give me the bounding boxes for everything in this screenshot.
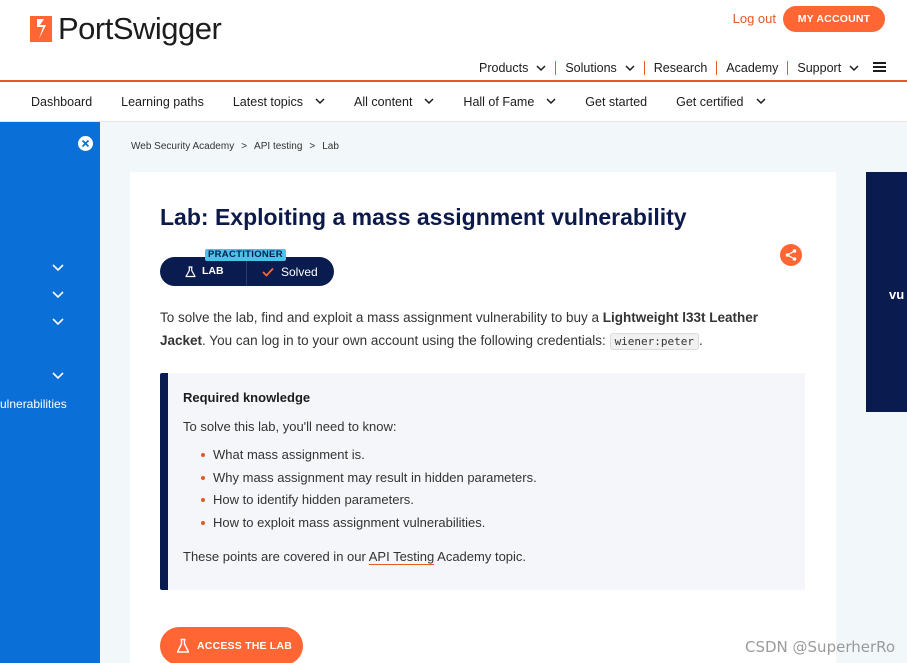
breadcrumb-lab[interactable]: Lab	[322, 141, 339, 152]
lab-type-label	[185, 265, 224, 278]
breadcrumb	[131, 140, 339, 153]
list-item	[199, 470, 537, 493]
sidebar-expand-chevron-icon[interactable]	[52, 291, 64, 299]
list-item-text: Why mass assignment may result in hidden parameters.	[213, 469, 537, 485]
list-item-text: What mass assignment is.	[213, 447, 365, 462]
nav-products-label: Products	[479, 61, 529, 75]
checkmark-icon	[262, 267, 274, 277]
list-item	[199, 515, 537, 538]
required-knowledge-title: Required knowledge	[183, 390, 311, 405]
top-nav	[470, 59, 868, 77]
footer-text: These points are covered in our	[183, 549, 369, 564]
subnav-get-started-label: Get started	[585, 94, 648, 109]
difficulty-badge: PRACTITIONER	[205, 249, 286, 261]
required-knowledge-list	[199, 447, 537, 537]
logout-link[interactable]: Log out	[732, 11, 776, 26]
right-panel-text: vu	[889, 287, 905, 302]
sidebar-expand-chevron-icon[interactable]	[52, 264, 64, 272]
access-the-lab-label: ACCESS THE LAB	[197, 640, 292, 652]
list-item-text: How to identify hidden parameters.	[213, 492, 414, 507]
sidebar-expand-chevron-icon[interactable]	[52, 372, 64, 380]
solved-status-text: Solved	[281, 265, 318, 279]
lab-description-end: .	[699, 333, 703, 348]
subnav-get-certified[interactable]	[676, 95, 765, 109]
hamburger-menu-icon[interactable]	[873, 62, 886, 72]
site-header	[0, 0, 907, 82]
chevron-down-icon	[849, 65, 859, 72]
nav-support-label: Support	[797, 61, 842, 75]
subnav-get-started[interactable]	[585, 95, 647, 109]
credentials-code: wiener:peter	[610, 333, 699, 350]
subnav-all-content[interactable]	[354, 95, 434, 109]
logo-text: PortSwigger	[58, 11, 222, 46]
chevron-down-icon	[424, 98, 434, 105]
sidebar-item-label[interactable]: ulnerabilities	[0, 397, 67, 411]
portswigger-logo[interactable]	[30, 13, 221, 45]
target-product-name: Lightweight l33t Leather Jacket	[160, 310, 759, 348]
nav-academy-label: Academy	[726, 61, 779, 75]
access-the-lab-button[interactable]	[160, 627, 303, 663]
subnav-learning-paths-label: Learning paths	[121, 94, 204, 109]
subnav-learning-paths[interactable]	[121, 95, 204, 109]
sidebar-close-icon[interactable]	[78, 136, 93, 151]
api-testing-link[interactable]: API Testing	[368, 549, 435, 564]
solved-status	[262, 265, 318, 279]
bullet-icon	[201, 476, 205, 480]
right-promo-panel[interactable]	[866, 172, 907, 412]
sidebar-expand-chevron-icon[interactable]	[52, 318, 64, 326]
subnav-hall-of-fame[interactable]	[463, 95, 556, 109]
bullet-icon	[201, 453, 205, 457]
bullet-icon	[201, 498, 205, 502]
portswigger-logo-icon	[30, 16, 52, 42]
breadcrumb-separator: >	[309, 141, 316, 152]
bullet-icon	[201, 521, 205, 525]
list-item-text: How to exploit mass assignment vulnerabilities.	[213, 514, 486, 530]
subnav-all-content-label: All content	[354, 94, 413, 109]
topic-sidebar	[0, 122, 100, 663]
page-title: Lab: Exploiting a mass assignment vulnerability	[160, 204, 687, 230]
list-item	[199, 492, 537, 515]
subnav-dashboard-label: Dashboard	[31, 94, 93, 109]
my-account-button[interactable]: MY ACCOUNT	[783, 6, 885, 32]
chevron-down-icon	[756, 98, 766, 105]
watermark: CSDN @SuperherRo	[745, 638, 896, 656]
badge-divider	[246, 257, 247, 286]
breadcrumb-separator: >	[241, 141, 248, 152]
footer-text: Academy topic.	[434, 549, 527, 564]
breadcrumb-academy[interactable]: Web Security Academy	[131, 141, 235, 152]
nav-academy[interactable]	[717, 61, 788, 75]
required-knowledge-intro: To solve this lab, you'll need to know:	[183, 419, 397, 434]
subnav-latest-topics[interactable]	[233, 95, 325, 109]
required-knowledge-footer	[183, 549, 526, 565]
lab-type-text: LAB	[202, 265, 224, 277]
lab-description	[160, 306, 800, 353]
flask-icon	[185, 266, 196, 278]
academy-subnav	[0, 82, 907, 122]
chevron-down-icon	[536, 65, 546, 72]
lab-description-text: . You can log in to your own account using the following credentials:	[202, 333, 610, 348]
lab-description-text: To solve the lab, find and exploit a mass assignment vulnerability to buy a	[160, 310, 603, 325]
subnav-dashboard[interactable]	[31, 95, 92, 109]
breadcrumb-api-testing[interactable]: API testing	[254, 141, 303, 152]
nav-support[interactable]	[788, 61, 868, 75]
nav-research-label: Research	[653, 61, 708, 75]
subnav-latest-topics-label: Latest topics	[232, 94, 304, 109]
chevron-down-icon	[315, 98, 325, 105]
list-item	[199, 447, 537, 470]
subnav-hall-of-fame-label: Hall of Fame	[463, 94, 535, 109]
chevron-down-icon	[546, 98, 556, 105]
chevron-down-icon	[625, 65, 635, 72]
nav-products[interactable]	[470, 61, 556, 75]
nav-research[interactable]	[645, 61, 718, 75]
share-icon[interactable]	[780, 244, 802, 266]
nav-solutions-label: Solutions	[565, 61, 617, 75]
flask-icon	[176, 638, 190, 654]
nav-solutions[interactable]	[556, 61, 644, 75]
subnav-get-certified-label: Get certified	[676, 94, 744, 109]
